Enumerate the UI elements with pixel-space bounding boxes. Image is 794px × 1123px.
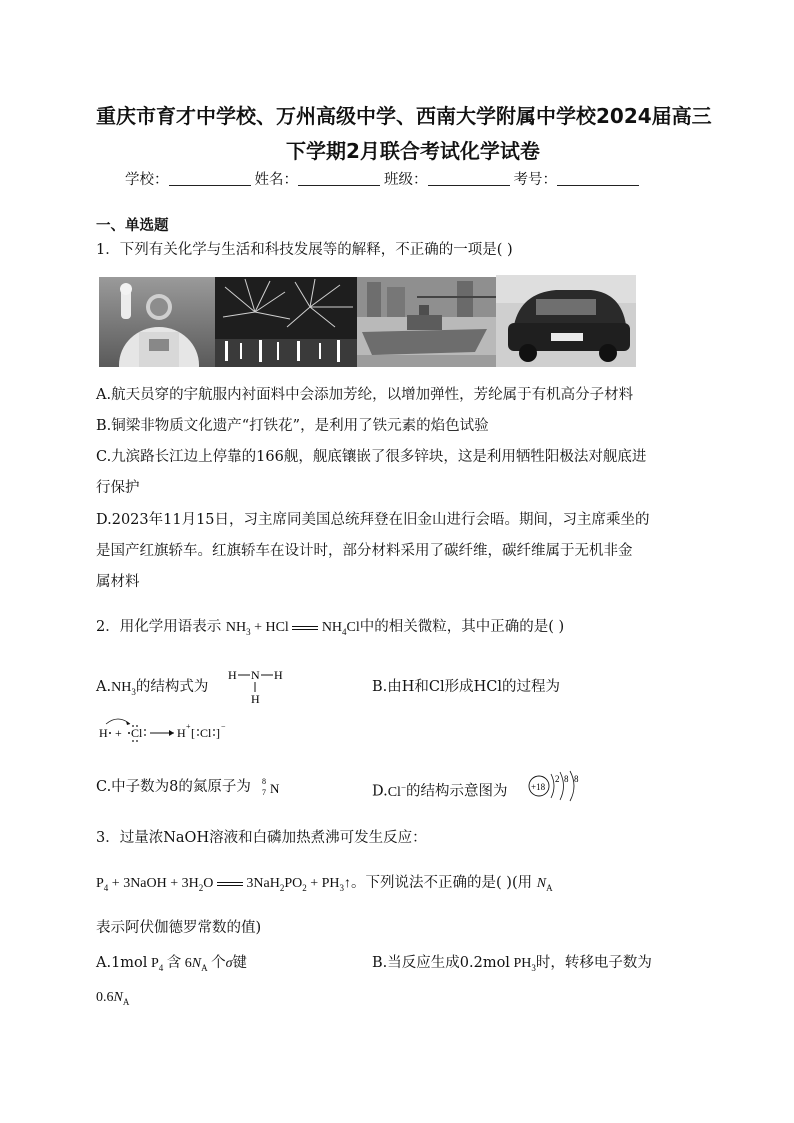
svg-text:]: ] xyxy=(216,726,220,740)
q3-a-mid: 含 xyxy=(166,955,182,971)
svg-text:Cl: Cl xyxy=(131,726,143,740)
q2-option-b[interactable]: B.由H和Cl形成HCl的过程为 xyxy=(372,679,561,695)
q1-option-b[interactable]: B.铜梁非物质文化遗产“打铁花”，是利用了铁元素的焰色试验 xyxy=(96,418,489,434)
q2-option-d[interactable] xyxy=(372,777,508,803)
q3-option-b-value: $0.6N_A$ xyxy=(96,990,130,1007)
fireworks-photo xyxy=(215,277,357,367)
q3-a-prefix: A.1mol xyxy=(96,955,148,971)
chloride-ion-formula: Cl− xyxy=(387,782,407,800)
q2-c-text: C.中子数为8的氮原子为 xyxy=(96,779,251,795)
svg-text:2: 2 xyxy=(555,774,560,784)
svg-text:+18: +18 xyxy=(531,782,546,792)
q3-stem-suffix: 。下列说法不正确的是( )(用 xyxy=(351,875,533,891)
svg-text:H: H xyxy=(99,726,108,740)
q3-b-prefix: B.当反应生成0.2mol xyxy=(372,955,510,971)
q2-option-a[interactable] xyxy=(96,677,208,702)
exam-number-blank[interactable] xyxy=(557,171,639,186)
astronaut-photo xyxy=(99,277,215,367)
sedan-photo xyxy=(496,275,636,367)
q3-equation-line: $P_4$ + 3NaOH + $3H_2O$ $3NaH_2PO_2$ + $PH_3↑$。下列说法不正确的是( )(用 $N_A$ xyxy=(96,875,553,893)
q2-a-label: A. xyxy=(96,679,112,695)
q2-d-text: 的结构示意图为 xyxy=(406,783,508,800)
q3-stem-cont: 表示阿伏伽德罗常数的值) xyxy=(96,920,262,936)
q1-option-c-cont: 行保护 xyxy=(96,480,140,496)
ph3-formula: $PH_3$ xyxy=(509,956,536,973)
q2-option-c[interactable] xyxy=(96,777,251,797)
class-blank[interactable] xyxy=(428,171,510,186)
avogadro-symbol: N xyxy=(536,876,547,891)
svg-text:8: 8 xyxy=(574,774,579,784)
svg-text:+: + xyxy=(186,722,191,731)
svg-text:H: H xyxy=(274,668,283,682)
svg-text:8: 8 xyxy=(564,774,569,784)
svg-text:H: H xyxy=(251,692,260,706)
svg-text:8: 8 xyxy=(262,777,266,786)
q3-reaction-equation: $P_4$ + 3NaOH + $3H_2O$ $3NaH_2PO_2$ + $PH_3↑$ xyxy=(96,876,352,893)
q1-option-d[interactable]: D.2023年11月15日，习主席同美国总统拜登在旧金山进行会晤。期间，习主席乘坐的 xyxy=(96,512,650,528)
exam-number-label: 考号： xyxy=(513,172,557,188)
q2-reaction-equation: $NH_3$ + HCl $NH_4Cl$ xyxy=(225,620,360,637)
svg-text:H: H xyxy=(228,668,237,682)
q2-stem-suffix: 中的相关微粒，其中正确的是( ) xyxy=(359,619,565,635)
svg-text:Cl: Cl xyxy=(200,726,212,740)
warship-photo xyxy=(357,277,496,367)
q1-option-d-cont2: 属材料 xyxy=(96,574,140,590)
q2-stem xyxy=(96,617,564,642)
school-blank[interactable] xyxy=(169,171,251,186)
svg-text:7: 7 xyxy=(262,788,266,797)
student-info-row xyxy=(125,170,643,190)
school-label: 学校： xyxy=(125,172,169,188)
q2-d-label: D. xyxy=(372,783,388,800)
q1-option-c[interactable]: C.九滨路长江边上停靠的166舰，舰底镶嵌了很多锌块，这是利用牺牲阳极法对舰底进 xyxy=(96,449,647,465)
q1-option-a[interactable]: A.航天员穿的宇航服内衬面料中会添加芳纶，以增加弹性，芳纶属于有机高分子材料 xyxy=(96,387,634,403)
class-label: 班级： xyxy=(384,172,428,188)
q1-option-d-cont1: 是国产红旗轿车。红旗轿车在设计时，部分材料采用了碳纤维，碳纤维属于无机非金 xyxy=(96,543,633,559)
sigma-symbol: σ xyxy=(225,956,233,971)
exam-title-line2: 下学期2月联合考试化学试卷 xyxy=(286,139,540,163)
q3-a-quantity: $6N_A$ xyxy=(181,956,208,973)
q3-a-end: 键 xyxy=(232,955,247,971)
svg-text:N: N xyxy=(270,781,280,796)
name-blank[interactable] xyxy=(298,171,380,186)
svg-text:+: + xyxy=(115,726,122,740)
q3-b-suffix: 时，转移电子数为 xyxy=(535,955,652,971)
q3-stem: 3．过量浓NaOH溶液和白磷加热煮沸可发生反应： xyxy=(96,830,427,846)
q3-option-b[interactable] xyxy=(372,953,652,978)
section-heading: 一、单选题 xyxy=(96,218,169,234)
nh3-structural-formula xyxy=(226,666,288,706)
nitrogen-isotope-notation xyxy=(260,774,290,800)
chloride-structure-diagram xyxy=(527,768,587,804)
nh3-formula: $NH_3$ xyxy=(111,680,136,697)
q2-stem-prefix: 2．用化学用语表示 xyxy=(96,619,222,635)
q1-stem: 1．下列有关化学与生活和科技发展等的解释，不正确的一项是( ) xyxy=(96,242,513,258)
exam-title-line1: 重庆市育才中学校、万州高级中学、西南大学附属中学校2024届高三 xyxy=(96,104,712,128)
svg-text:N: N xyxy=(251,668,260,682)
hcl-electron-formation xyxy=(96,716,246,746)
svg-text:H: H xyxy=(177,726,186,740)
q2-a-text: 的结构式为 xyxy=(135,679,209,695)
q3-a-suffix: 个 xyxy=(211,955,226,971)
name-label: 姓名： xyxy=(254,172,298,188)
q3-option-a[interactable] xyxy=(96,953,247,978)
p4-formula: $P_4$ xyxy=(147,956,164,973)
svg-text:−: − xyxy=(221,722,226,731)
svg-text:[: [ xyxy=(191,726,195,740)
